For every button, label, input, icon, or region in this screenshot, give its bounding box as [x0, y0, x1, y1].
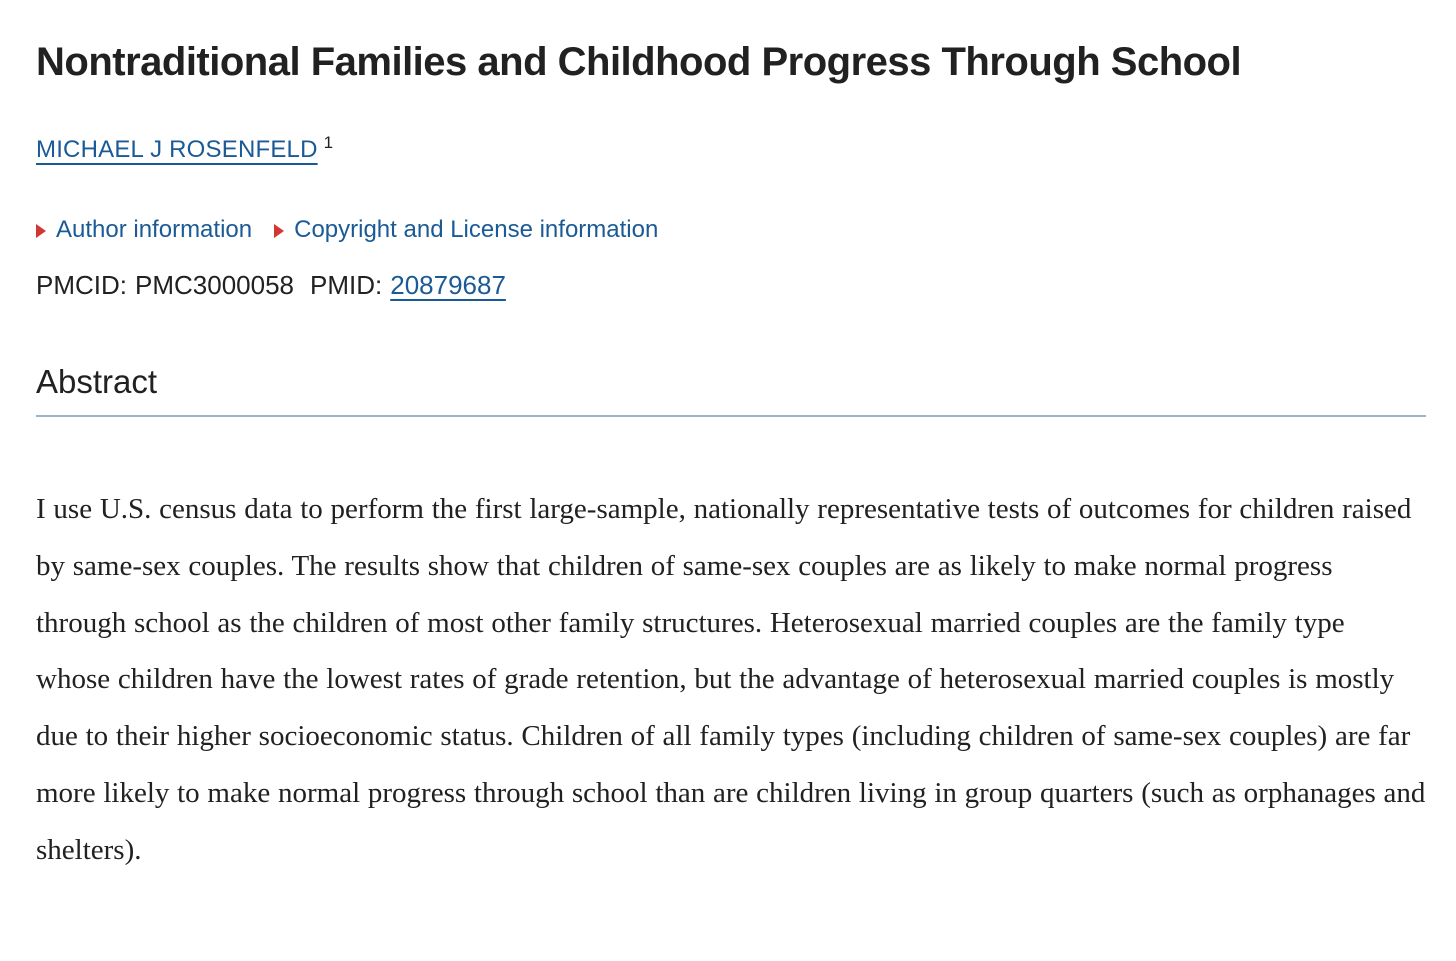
pmcid-value: PMC3000058 — [135, 270, 294, 300]
copyright-license-toggle[interactable] — [274, 216, 658, 244]
copyright-license-label: Copyright and License information — [294, 216, 659, 243]
author-affiliation-superscript: 1 — [323, 133, 334, 152]
author-row — [36, 133, 1426, 164]
pmid-label: PMID: — [310, 270, 383, 300]
abstract-text: I use U.S. census data to perform the first large-sample, nationally representative tests of outcomes for children raised by same-sex couples. The results show that children of same-sex couples are as likely to make normal progress through school as the children of most other family structures. Heterosexual married couples are the family type whose children have the lowest rates of grade retention, but the advantage of heterosexual married couples is mostly due to their higher socioeconomic status. Children of all family types (including children of same-sex couples) are far more likely to make normal progress through school than are children living in group quarters (such as orphanages and shelters). — [36, 493, 1426, 866]
author-information-toggle[interactable] — [36, 216, 252, 244]
article-title: Nontraditional Families and Childhood Progress Through School — [36, 40, 1242, 84]
author-link[interactable]: MICHAEL J ROSENFELD — [36, 136, 318, 163]
expand-arrow-icon — [274, 224, 284, 238]
author-information-label: Author information — [56, 216, 253, 243]
article-page — [36, 38, 1426, 879]
abstract-heading: Abstract — [36, 362, 1426, 417]
pmcid-label: PMCID: — [36, 270, 127, 300]
info-links-row — [36, 216, 1426, 244]
identifier-row — [36, 270, 1426, 300]
pmid-link[interactable]: 20879687 — [390, 270, 506, 300]
expand-arrow-icon — [36, 224, 46, 238]
abstract-section — [36, 362, 1426, 879]
